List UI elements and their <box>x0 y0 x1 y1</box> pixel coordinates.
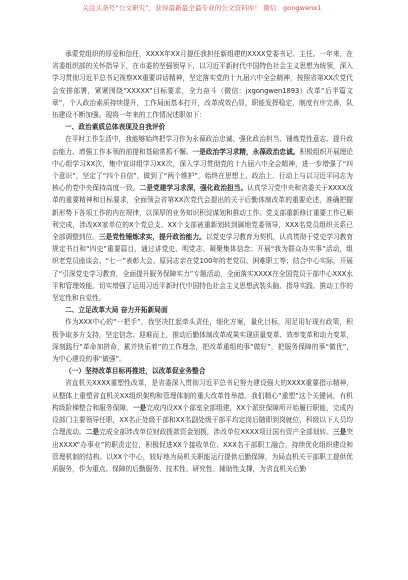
section2-b2: 二是 <box>85 428 100 437</box>
section1-para1-bold: 一是政治学习求精，永葆政治忠诚。 <box>192 147 300 156</box>
section2-b2-cont: 完成全部涉改单位财政拨款资金划拨，涉改单位XXXX项目国有资产全部划转。 <box>99 428 333 437</box>
section2-subheading1: （一）坚持改革目标再推进，以改革促业务整合 <box>65 367 206 376</box>
section2-b3: 三是 <box>332 428 347 437</box>
section1-para1-cont: 积极组织开展理论中心组学习XX次，集中宣讲组学习XX次，深入学习贯彻党的十九届六中全会精神，进一步增强了“四个意识”，坚定了“四个自信”，做到了“两个维护”，始终在思想上、政治上、行动上与以习近平同志为核心的党中央保持高度一致。 <box>52 147 354 193</box>
section2-b1: 一是 <box>132 403 147 412</box>
section1-paragraph1 <box>52 133 353 304</box>
section2-b3-cont: 突出XXXX“办事业”的职责定位，积极促进XX个接收单位、XXX名干部职工融合，持续优化组织建设和管理机制的结构。以XX个中心，较好地为局机关职能运行提供后勤保障，为局直机关干部职工提供优质服务，作为重点、保障的后勤服务、技术性、研究性、辅助性支撑，为省直机关后勤 <box>52 428 354 473</box>
section1-bold2: 二是党建学习求深，强化政治担当。 <box>139 184 248 193</box>
section2-b1-cont: 完成内设XX个部室全部组建，XX个派驻保障所开始履行职能，完成内设部门主要领导任职，XX名正处级干部和XX名副处级干部平均定岗后随即到岗就位，科级以下人员均合理流动。 <box>52 403 354 437</box>
section1-para2-cont: 认真学习党中央和省委关于XXXX改革的重要精神和目标要求，全面领会省第XX次党代会提出的关于后勤体制改革的重要论述，准确把握新形势下各项工作的内在规律，以深厚的业务知识积淀谋划和推动工作。党支部重新修订重要工作已顺利完成，涉改XX家单位的X个党总支、XX个支部被重新划转到属地党委领导，XXX名党员组织关系已全部调整到位。 <box>52 184 354 242</box>
section2-sub1-paragraph <box>52 377 353 475</box>
section1-para3-cont: 以党史学习教育为契机，认真贯彻于党史学习教育规定书目和“四史”重要篇目，通过讲党史、明党志、凝聚集体信念；开展“我为群众办实事”活动，组织老党员座谈会、“七一”表彰大会。原同志亲在党100年的老党员、困难职工等；结合中心实际，开展了“引深党史学习教育，全面提升服务保障实力”专题活动，全面落实XXXX在全国党员干部中心XXX水平和管理效能。切实增强了运用习近平新时代中国特色社会主义思想武装头脑、指导实践、推动工作的坚定性和自觉性。 <box>52 233 354 303</box>
section2-sub1-text: 省直机关XXXX重塑性改革，是省委深入贯彻习近平总书记努力建设强大的XXXX重要指示精神，从整体上重塑省直机关XX组织架构和管理体制的重大改革性举措。我们精心“重塑”这个关键词，有机构级阶梯整合和服务保障。 <box>52 379 353 412</box>
document-body <box>52 48 353 475</box>
intro-paragraph: 承蒙党组织的厚爱和信任，XXXX年XX月提任我担任新组建的XXXX党委书记、主任。一年来，在省委组织部的关怀指导下，在市委的坚强领导下，以习近平新时代中国特色社会主义思想为统领，深入学习贯彻习近平总书记视察XX重要讲话精神，坚定落实党的十九届六中全会精神，按照省第XX次党代会安排部署，紧紧围绕“XXXXX”目标要求，全力奋斗（微信：jxgongwen1893）改革“后半篇文章”，个人政治素质持续提升，工作局面基本打开，改革成效凸显，职能发挥稳定，制度有序完善，队伍建设不断加强。现将一年来的工作情况述职如下： <box>52 50 353 120</box>
section1-heading: 一、政治素质总体表现及自我评价 <box>65 123 166 132</box>
promo-banner[interactable]: 关注头条号“公文研究”，获得最新最全最专业的公文资料库！ 微信：gongwenx1 <box>82 4 322 12</box>
section1-bold3: 三是党性锤炼求实，提升政治能力。 <box>98 233 206 242</box>
section2-heading: 二、立足改革大局 奋力开拓新局面 <box>65 306 168 315</box>
section1-para1-text: 在平时工作生活中，我能够始终把学习作为永葆政治忠诚、强化政治担当、锤炼党性意志、提升政治能力、增强工作本领的前提和基础常抓不懈。 <box>52 135 353 156</box>
section2-paragraph1: 作为XXX中心的“一把手”，我坚决扛起牵头责任，细化方案，量化目标，用足用好现有政策，积极争取多方支持，坚定信念、迎难而上，推动后勤体制改革成果实现质量变革、效率变革和动力变革，深刻践行“革命加拼命，累并快乐着”的工作理念，把改革重组的事“做好”，把服务保障的事“做优”，为中心建设的事“做强”。 <box>52 318 353 364</box>
